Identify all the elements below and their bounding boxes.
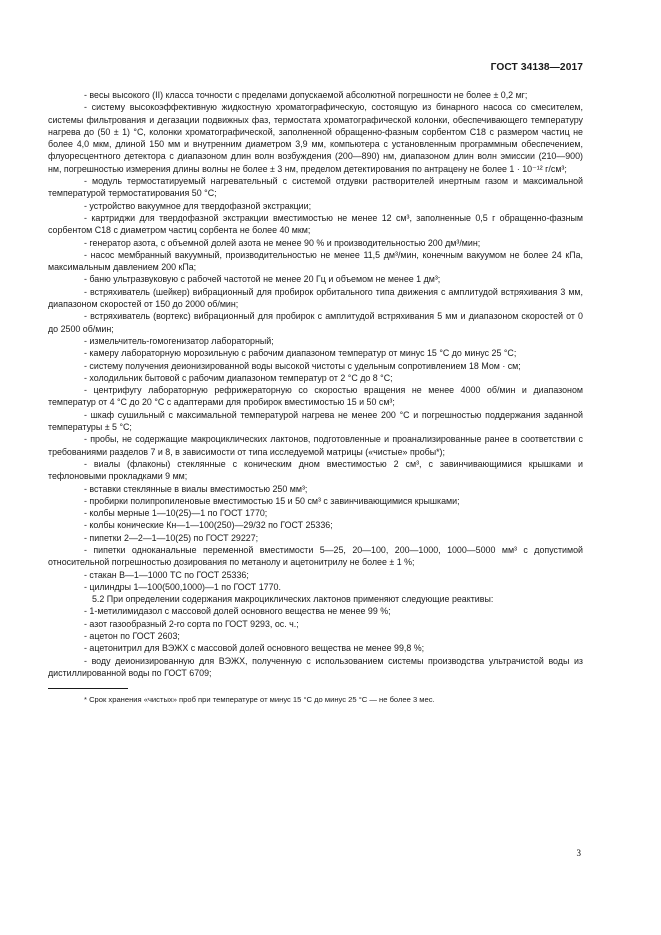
section-5-2: 5.2 При определении содержания макроциклических лактонов применяют следующие реактивы: [92, 594, 494, 605]
list-item: - холодильник бытовой с рабочим диапазоном температур от 2 °С до 8 °С; [84, 372, 393, 383]
list-item: - вставки стеклянные в виалы вместимостью 250 мм³; [84, 483, 308, 494]
page-number: 3 [576, 848, 581, 858]
list-item: - измельчитель-гомогенизатор лабораторный; [84, 335, 274, 346]
list-item: - баню ультразвуковую с рабочей частотой не менее 20 Гц и объемом не менее 1 дм³; [84, 274, 441, 285]
list-item: - цилиндры 1—100(500,1000)—1 по ГОСТ 1770. [84, 581, 281, 592]
footnote: * Срок хранения «чистых» проб при температуре от минус 15 °С до минус 25 °С — не более 3 мес. [84, 695, 435, 705]
footnote-rule [48, 688, 128, 689]
list-item: - стакан В—1—1000 ТС по ГОСТ 25336; [84, 569, 249, 580]
list-item: - систему высокоэффективную жидкостную хроматографическую, состоящую из бинарного насоса со смесителем, системы фильтрования и дегазации подвижных фаз, термостата хроматографической колонки, обеспечивающего температуру нагрева до (50 ± 1) °С, колонки хроматографической, заполненной обращенно-фазным сорбентом С18 с размером частиц не более 4,0 мкм, длиной 150 мм и внутренним диаметром 3,9 мм, компьютера с установленным программным обеспечением, флуоресцентного детектора с диапазоном длин волн возбуждения (200—890) нм, диапазоном длин волн эмиссии (210—900) нм, погрешностью измерения длины волны не более ± 3 нм, пределом детектирования по антрацену не более 1 · 10⁻¹² г/см³; [48, 102, 583, 174]
list-item: - встряхиватель (вортекс) вибрационный для пробирок с амплитудой встряхивания 5 мм и диапазоном скоростей от 0 до 2500 об/мин; [48, 311, 583, 334]
list-item: - колбы конические Кн—1—100(250)—29/32 по ГОСТ 25336; [84, 520, 333, 531]
reagent-item: - ацетонитрил для ВЭЖХ с массовой долей основного вещества не менее 99,8 %; [84, 643, 425, 654]
list-item: - пипетки одноканальные переменной вместимости 5—25, 20—100, 200—1000, 1000—5000 мм³ с допустимой относительной погрешностью дозирования по метанолу и ацетонитрилу не более ± 1 %; [48, 544, 583, 568]
list-item: - весы высокого (II) класса точности с пределами допускаемой абсолютной погрешности не более ± 0,2 мг; [84, 90, 528, 100]
standard-header: ГОСТ 34138—2017 [490, 62, 583, 73]
reagent-item: - ацетон по ГОСТ 2603; [84, 631, 180, 642]
list-item: - пробы, не содержащие макроциклических лактонов, подготовленные и проанализированные ранее в соответствии с требованиями разделов 7 и 8, в зависимости от типа исследуемой матрицы («чистые» пробы*); [48, 434, 583, 457]
list-item: - насос мембранный вакуумный, производительностью не менее 11,5 дм³/мин, конечным вакуумом не более 24 кПа, максимальным давлением 200 кПа; [48, 249, 583, 273]
list-item: - виалы (флаконы) стеклянные с коническим дном вместимостью 2 см³, с завинчивающимися крышками и тефлоновыми прокладками 9 мм; [48, 458, 583, 482]
list-item: - модуль термостатируемый нагревательный с системой отдувки растворителей инертным газом и максимальной температурой термостатирования 50 °С; [48, 176, 583, 199]
list-item: - устройство вакуумное для твердофазной экстракции; [84, 200, 312, 211]
document-body [48, 89, 583, 679]
list-item: - колбы мерные 1—10(25)—1 по ГОСТ 1770; [84, 508, 268, 519]
list-item: - пробирки полипропиленовые вместимостью 15 и 50 см³ с завинчивающимися крышками; [84, 495, 460, 506]
list-item: - картриджи для твердофазной экстракции вместимостью не менее 12 см³, заполненные 0,5 г обращенно-фазным сорбентом С18 с диаметром частиц сорбента не более 40 мкм; [48, 212, 583, 236]
list-item: - пипетки 2—2—1—10(25) по ГОСТ 29227; [84, 532, 259, 543]
list-item: - камеру лабораторную морозильную с рабочим диапазоном температур от минус 15 °С до минус 25 °С; [84, 348, 517, 359]
list-item: - систему получения деионизированной воды высокой чистоты с удельным сопротивлением 18 Мом · см; [84, 360, 521, 371]
reagent-item: - азот газообразный 2-го сорта по ГОСТ 9293, ос. ч.; [84, 618, 299, 629]
list-item: - генератор азота, с объемной долей азота не менее 90 % и производительностью 200 дм³/мин; [84, 237, 481, 248]
reagent-item: - 1-метилимидазол с массовой долей основного вещества не менее 99 %; [84, 606, 391, 617]
list-item: - шкаф сушильный с максимальной температурой нагрева не менее 200 °С и погрешностью поддержания заданной температуры ± 5 °С; [48, 409, 583, 433]
list-item: - центрифугу лабораторную рефрижераторную со скоростью вращения не менее 4000 об/мин и диапазоном температур от 4 °С до 20 °С с адаптерами для пробирок вместимостью 15 и 50 см³; [48, 385, 583, 408]
list-item: - встряхиватель (шейкер) вибрационный для пробирок орбитального типа движения с амплитудой встряхивания 3 мм, диапазоном скоростей от 150 до 2000 об/мин; [48, 286, 583, 310]
reagent-item: - воду деионизированную для ВЭЖХ, полученную с использованием системы производства ультрачистой воды из дистиллированной воды по ГОСТ 6709; [48, 655, 583, 678]
